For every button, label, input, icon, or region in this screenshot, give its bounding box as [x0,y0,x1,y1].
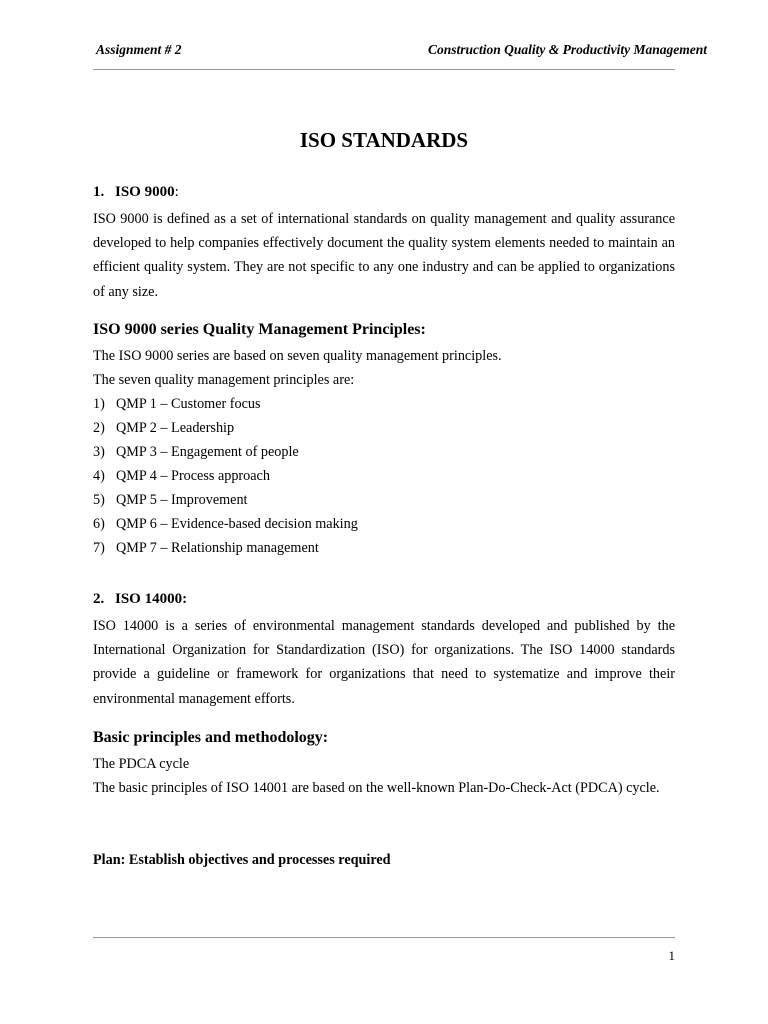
list-item-number: 7) [93,540,105,556]
methodology-heading: Basic principles and methodology: [93,729,329,746]
section-1-heading [93,184,179,201]
header-right-text: Construction Quality & Productivity Management [427,42,707,57]
section-1-paragraph: ISO 9000 is defined as a set of international standards on quality management and quality assurance developed to help companies effectively document the quality system elements needed to maintain an efficient quality system. They are not specific to any one industry and can be applied to organizations of any size. [93,211,675,300]
list-item-number: 2) [93,420,105,436]
section-1-title: ISO 9000 [115,184,175,200]
list-item [93,540,319,557]
plan-line: Plan: Establish objectives and processes required [93,852,391,868]
list-item-text: QMP 6 – Evidence-based decision making [116,516,358,532]
page-number: 1 [668,948,675,963]
list-item-number: 3) [93,444,105,460]
footer-rule [93,937,675,938]
list-item [93,468,270,485]
section-2-number: 2. [93,591,105,607]
list-item-text: QMP 7 – Relationship management [116,540,319,556]
section-1-number: 1. [93,184,105,200]
methodology-line-1: The PDCA cycle [93,756,190,772]
list-item-text: QMP 3 – Engagement of people [116,444,299,460]
list-item-text: QMP 5 – Improvement [116,492,248,508]
principles-intro-1: The ISO 9000 series are based on seven quality management principles. [93,348,502,364]
section-2-title: ISO 14000: [115,591,188,607]
header-left-text: Assignment # 2 [96,42,182,57]
header-rule [93,69,675,70]
list-item-text: QMP 4 – Process approach [116,468,270,484]
section-1-body [93,207,675,304]
list-item [93,444,299,461]
section-2-body [93,614,675,711]
section-2-paragraph: ISO 14000 is a series of environmental management standards developed and published by the International Organization for Standardization (ISO) for organizations. The ISO 14000 standards provide a guideline or framework for organizations that need to systematize and improve their environmental management efforts. [93,618,675,707]
section-1-title-suffix: : [174,184,179,200]
list-item [93,492,247,509]
list-item-text: QMP 1 – Customer focus [116,396,261,412]
list-item [93,420,234,437]
section-2-heading [93,591,187,608]
methodology-paragraph: The basic principles of ISO 14001 are based on the well-known Plan-Do-Check-Act (PDCA) cycle. [93,780,660,796]
list-item-number: 4) [93,468,105,484]
list-item [93,516,358,533]
principles-intro-2: The seven quality management principles are: [93,372,355,388]
methodology-body [93,776,675,800]
list-item-text: QMP 2 – Leadership [116,420,235,436]
list-item [93,396,261,413]
list-item-number: 6) [93,516,105,532]
principles-heading: ISO 9000 series Quality Management Principles: [93,321,426,338]
list-item-number: 5) [93,492,105,508]
list-item-number: 1) [93,396,105,412]
page-header [93,42,707,62]
document-title: ISO STANDARDS [299,128,469,152]
